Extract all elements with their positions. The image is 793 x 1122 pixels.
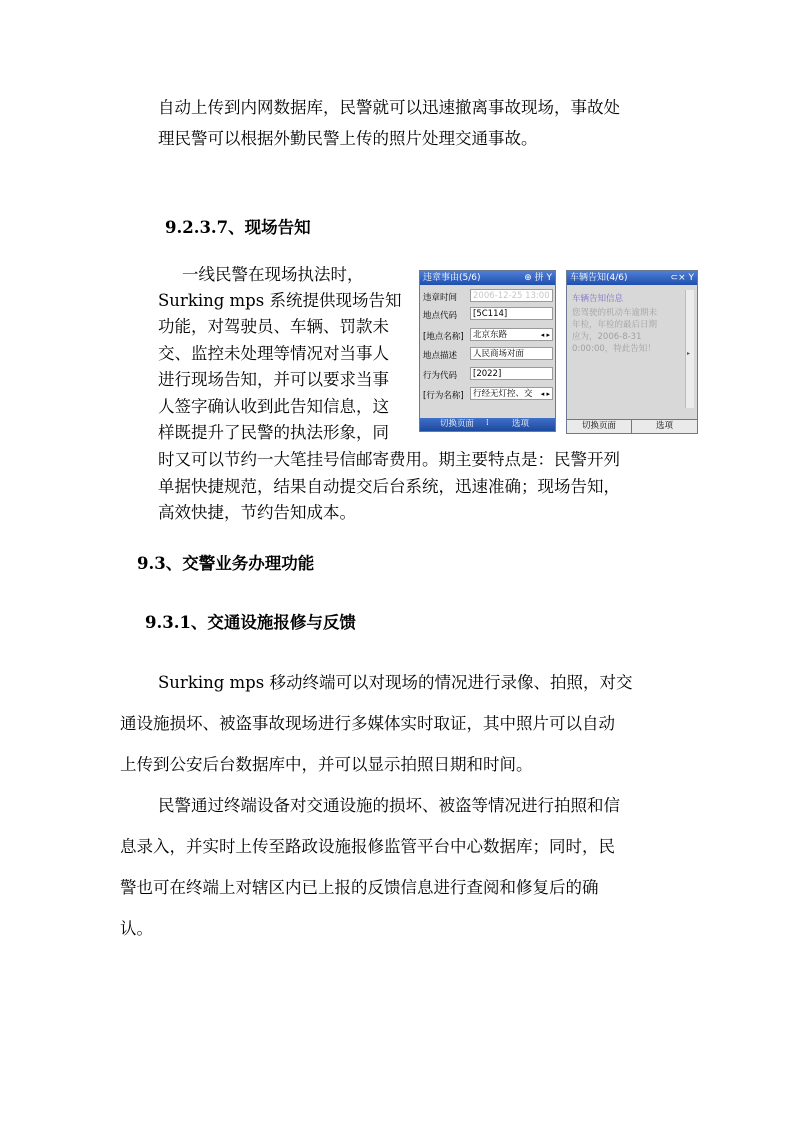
paragraph-line: 高效快捷，节约告知成本。 xyxy=(158,503,356,522)
paragraph-line: 交、监控未处理等情况对当事人 xyxy=(158,344,389,363)
notice-text-line: 年检，年检的最后日期 xyxy=(572,320,658,330)
paragraph-line: 功能，对驾驶员、车辆、罚款未 xyxy=(158,317,389,336)
form-row xyxy=(422,346,553,362)
notice-text-line: 您驾驶的机动车逾期未 xyxy=(572,308,658,318)
paragraph-line: 自动上传到内网数据库，民警就可以迅速撤离事故现场，事故处 xyxy=(158,98,620,117)
section-heading: 9.2.3.7、现场告知 xyxy=(165,218,311,237)
violation-form-screenshot xyxy=(419,270,556,432)
section-heading: 9.3、交警业务办理功能 xyxy=(137,554,315,573)
arrow-icons[interactable]: ◂ ▸ xyxy=(540,331,550,339)
paragraph-line: Surking mps 移动终端可以对现场的情况进行录像、拍照，对交 xyxy=(158,673,633,692)
paragraph-line: 认。 xyxy=(120,919,153,938)
arrow-icons[interactable]: ◂ ▸ xyxy=(540,390,550,398)
field-label: 行为代码 xyxy=(423,371,458,381)
location-name-select[interactable] xyxy=(470,328,553,341)
paragraph-line: Surking mps 系统提供现场告知 xyxy=(158,291,402,310)
keyboard-icon[interactable]: ⁞ xyxy=(486,418,489,428)
location-desc-field[interactable]: 人民商场对面 xyxy=(470,347,553,360)
paragraph-line: 一线民警在现场执法时， xyxy=(182,265,364,284)
behavior-code-field[interactable]: [2022] xyxy=(470,367,553,380)
field-label: [行为名称] xyxy=(423,391,464,401)
location-code-field[interactable]: [5C114] xyxy=(470,307,553,320)
window-title: 违章事由(5/6) xyxy=(423,273,481,283)
scroll-arrow-icon[interactable]: ▸ xyxy=(687,350,691,357)
notice-text-line: 应为，2006-8-31 xyxy=(572,332,642,342)
paragraph-line: 警也可在终端上对辖区内已上报的反馈信息进行查阅和修复后的确 xyxy=(120,878,599,897)
paragraph-line: 息录入，并实时上传至路政设施报修监管平台中心数据库；同时，民 xyxy=(120,837,615,856)
window-titlebar xyxy=(420,271,555,285)
notice-content xyxy=(572,290,680,408)
paragraph-line: 通设施损坏、被盗事故现场进行多媒体实时取证，其中照片可以自动 xyxy=(120,714,615,733)
select-value: 北京东路 xyxy=(473,330,508,340)
paragraph-line: 时又可以节约一大笔挂号信邮寄费用。期主要特点是：民警开列 xyxy=(158,450,620,469)
behavior-name-select[interactable] xyxy=(470,387,553,400)
switch-page-softkey[interactable]: 切换页面 xyxy=(567,420,632,433)
status-icons: ⊂× Y xyxy=(670,273,694,283)
section-heading: 9.3.1、交通设施报修与反馈 xyxy=(145,613,356,632)
notice-text xyxy=(572,307,680,355)
paragraph-line: 理民警可以根据外勤民警上传的照片处理交通事故。 xyxy=(158,129,538,148)
field-label: 地点描述 xyxy=(423,351,458,361)
violation-time-field[interactable]: 2006-12-25 13:00 xyxy=(470,289,553,302)
softkey-bar xyxy=(420,418,555,431)
vehicle-notice-screenshot xyxy=(566,270,698,434)
softkey-bar xyxy=(567,419,697,433)
form-row xyxy=(422,288,553,304)
form-row xyxy=(422,306,553,322)
window-title: 车辆告知(4/6) xyxy=(570,273,628,283)
paragraph-line: 单据快捷规范，结果自动提交后台系统，迅速准确；现场告知， xyxy=(158,477,620,496)
status-icons: ⊕ 拼 Y xyxy=(524,273,552,283)
select-value: 行经无灯控、交 xyxy=(473,389,533,399)
paragraph-line: 样既提升了民警的执法形象，同 xyxy=(158,423,389,442)
window-titlebar xyxy=(567,271,697,285)
form-row xyxy=(422,366,553,382)
paragraph-line: 进行现场告知，并可以要求当事 xyxy=(158,370,389,389)
paragraph-line: 上传到公安后台数据库中，并可以显示拍照日期和时间。 xyxy=(120,755,533,774)
paragraph-line: 民警通过终端设备对交通设施的损坏、被盗等情况进行拍照和信 xyxy=(158,796,620,815)
paragraph-line: 人签字确认收到此告知信息，这 xyxy=(158,397,389,416)
field-label: 违章时间 xyxy=(423,293,458,303)
field-label: [地点名称] xyxy=(423,332,464,342)
field-label: 地点代码 xyxy=(423,311,458,321)
options-softkey[interactable]: 选项 xyxy=(512,419,530,429)
switch-page-softkey[interactable]: 切换页面 xyxy=(440,419,475,429)
scrollbar[interactable] xyxy=(685,290,694,408)
form-row xyxy=(422,327,553,343)
form-row xyxy=(422,386,553,402)
options-softkey[interactable]: 选项 xyxy=(655,421,673,431)
notice-text-line: 0:00:00，特此告知！ xyxy=(572,344,656,354)
notice-heading: 车辆告知信息 xyxy=(572,294,624,304)
